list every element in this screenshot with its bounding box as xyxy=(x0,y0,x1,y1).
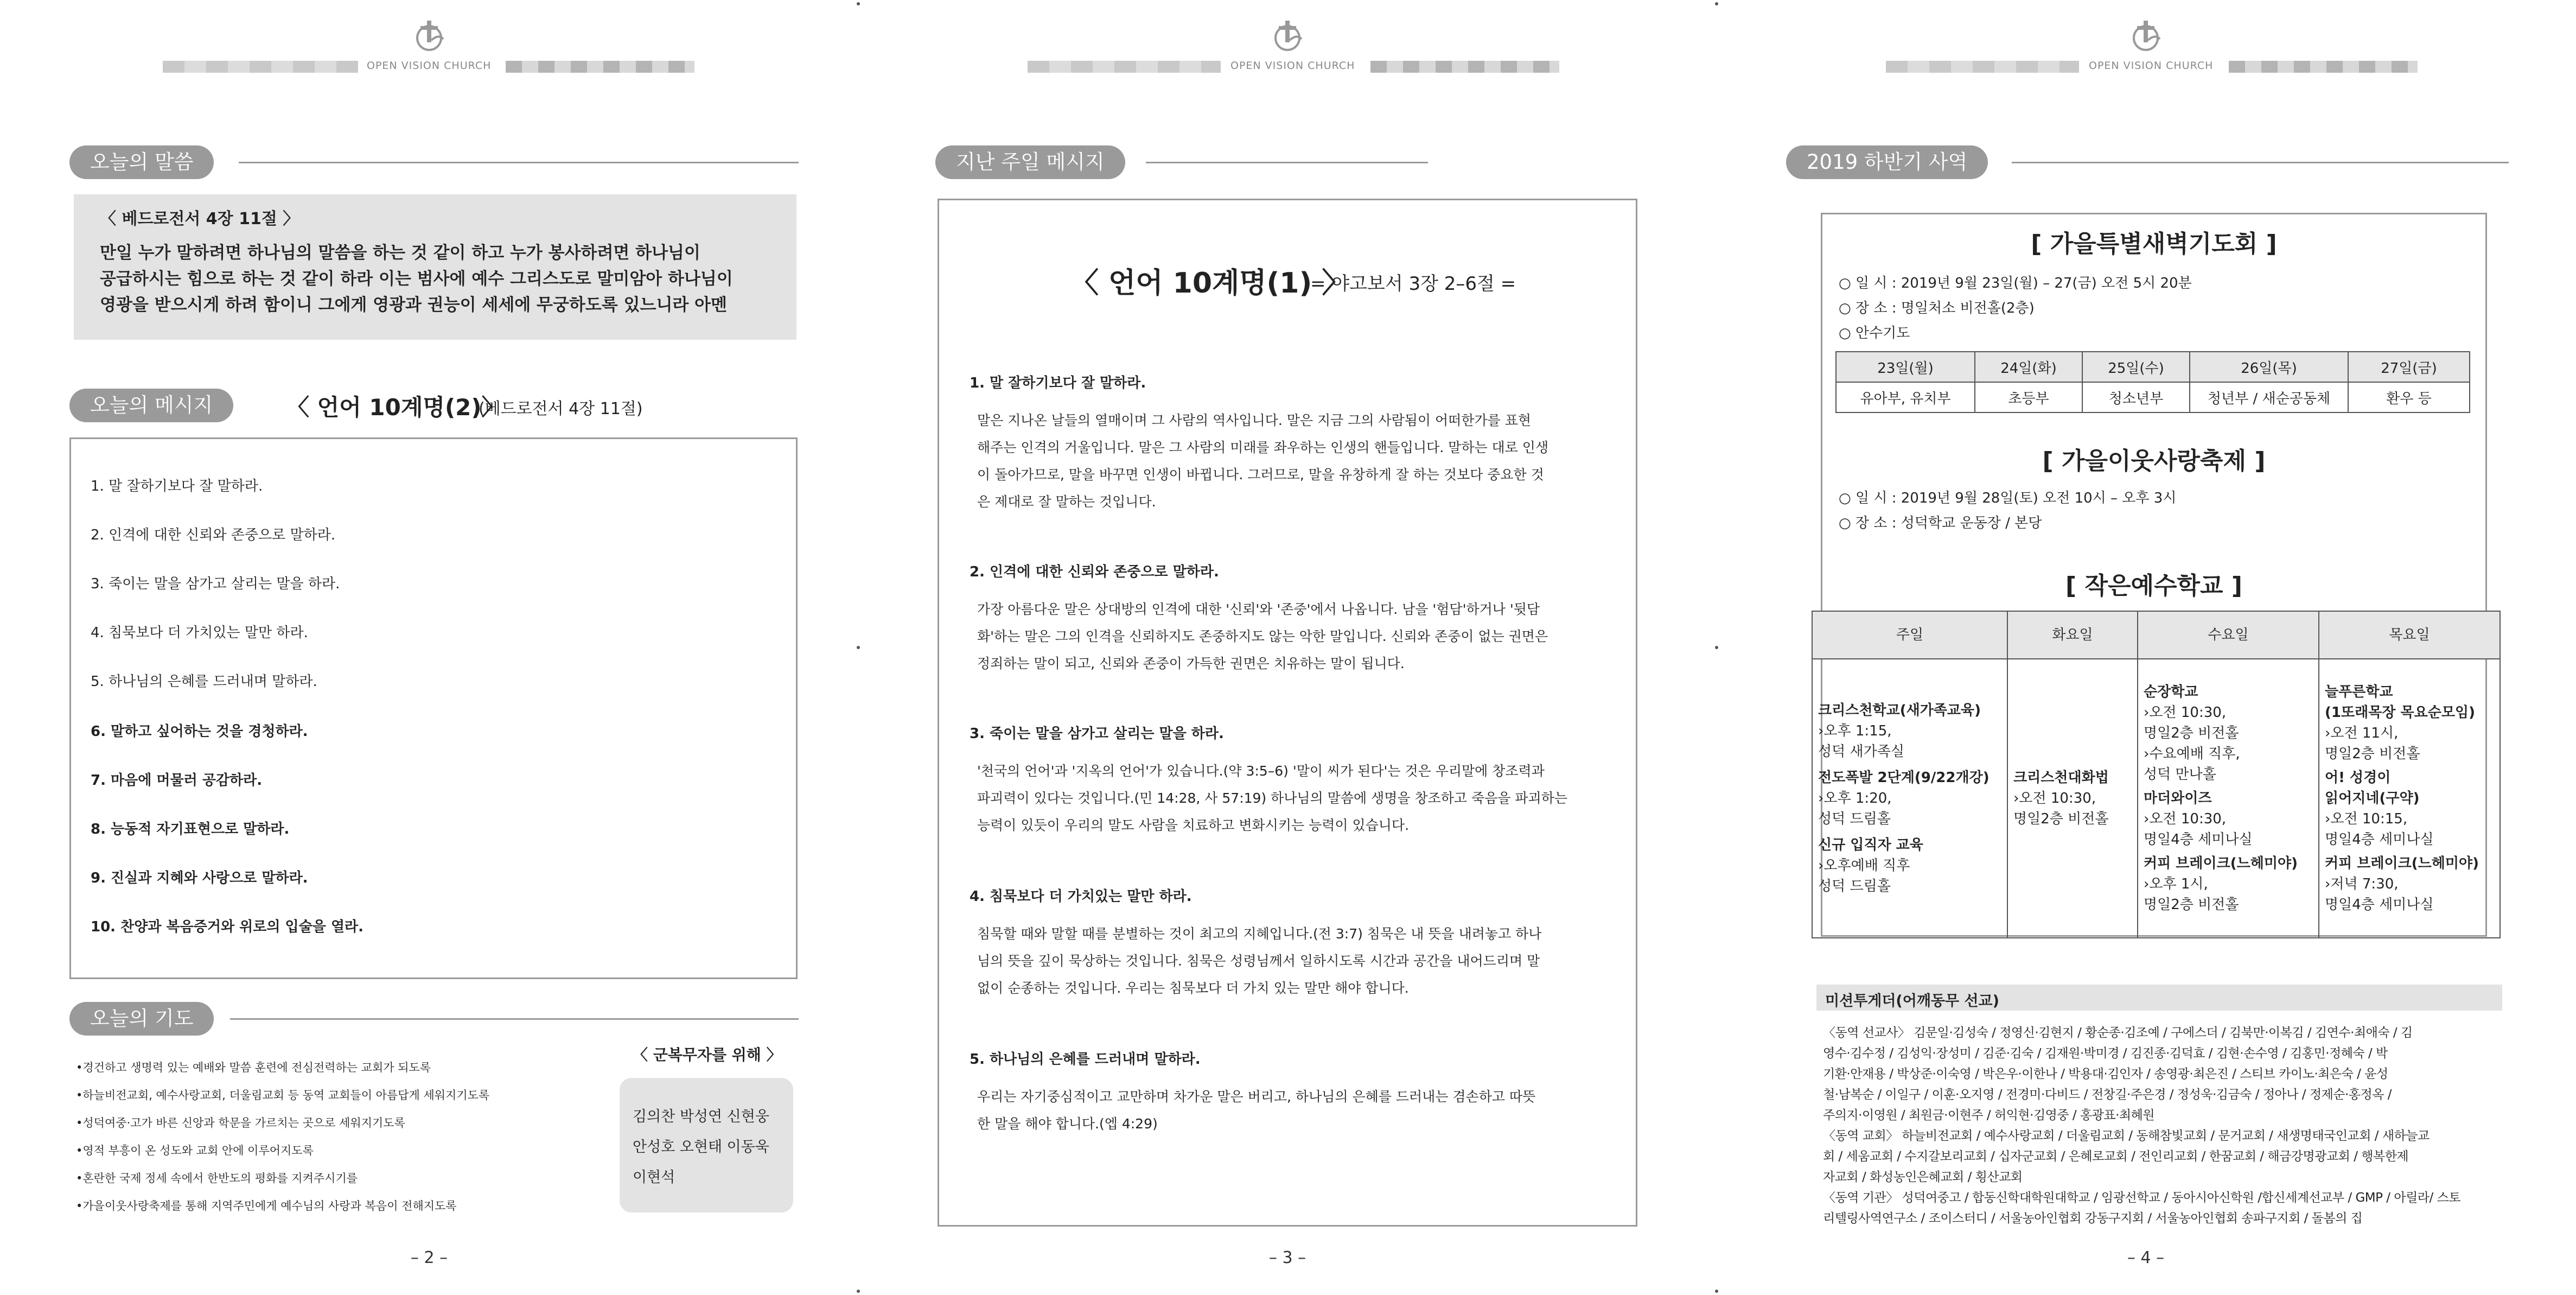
course-name: 크리스천대화법 xyxy=(2013,770,2109,786)
church-name: OPEN VISION CHURCH xyxy=(367,60,492,72)
course-detail: 명일2층 비전홀 xyxy=(2144,725,2239,741)
event-detail: ○ 일 시 : 2019년 9월 23일(월) – 27(금) 오전 5시 20분 xyxy=(1839,275,2192,291)
crop-mark xyxy=(857,1290,860,1293)
prayer-schedule-table xyxy=(1835,351,2470,413)
header-bar-right xyxy=(1370,61,1559,73)
sermon-section xyxy=(970,722,1610,839)
course-name: 전도폭발 2단계(9/22개강) xyxy=(1818,770,1990,786)
sermon-line: 님의 뜻을 깊이 묵상하는 것입니다. 침묵은 성령님께서 일하시도록 시간과 공간을 내어드리며 말 xyxy=(977,953,1540,969)
school-schedule-table xyxy=(1812,611,2501,938)
event-detail: ○ 장 소 : 명일처소 비전홀(2층) xyxy=(1839,300,2035,316)
section-divider xyxy=(2012,162,2509,163)
weekday-header: 수요일 xyxy=(2138,611,2319,659)
prayer-item: •경건하고 생명력 있는 예배와 말씀 훈련에 전심전력하는 교회가 되도록 xyxy=(76,1061,431,1074)
page-header xyxy=(0,16,858,76)
scripture-text xyxy=(100,240,733,318)
message-item: 10. 찬양과 복음증거와 위로의 입술을 열라. xyxy=(91,919,364,935)
course-name: 커피 브레이크(느헤미야) xyxy=(2325,855,2479,872)
course-detail: ›저녁 7:30, xyxy=(2325,876,2399,892)
military-names-line: 김의찬 박성연 신현웅 xyxy=(633,1108,769,1125)
page-3 xyxy=(858,0,1717,1295)
day-header: 26일(목) xyxy=(2190,352,2348,382)
header-bar-left xyxy=(163,61,358,73)
course-detail: ›오후 1:20, xyxy=(1818,790,1892,807)
tuesday-cell xyxy=(2007,659,2138,938)
course-name: (1또래목장 목요순모임) xyxy=(2325,704,2475,721)
school-title: [ 작은예수학교 ] xyxy=(2065,572,2242,600)
message-item: 5. 하나님의 은혜를 드러내며 말하라. xyxy=(91,674,317,690)
event-title: [ 가을이웃사랑축제 ] xyxy=(2042,447,2266,475)
course-detail: 명일4층 세미나실 xyxy=(2325,831,2434,848)
military-names-box xyxy=(620,1078,793,1213)
course-detail: 성덕 만나홀 xyxy=(2144,766,2216,783)
group-cell: 청년부 / 새순공동체 xyxy=(2190,382,2348,412)
header-bar-right xyxy=(506,61,694,73)
sermon-line: 없이 순종하는 것입니다. 우리는 침묵보다 더 가치 있는 말만 해야 합니다. xyxy=(977,980,1409,996)
mission-line: 회 / 세움교회 / 수지갈보리교회 / 십자군교회 / 은혜로교회 / 전인리교회 / 한꿈교회 / 해금강명광교회 / 행복한제 xyxy=(1823,1150,2409,1164)
message-item: 8. 능동적 자기표현으로 말하라. xyxy=(91,821,290,837)
scripture-line: 영광을 받으시게 하려 함이니 그에게 영광과 권능이 세세에 무궁하도록 있느니라 아멘 xyxy=(100,295,728,315)
prayer-section-title: 오늘의 기도 xyxy=(69,1002,214,1036)
course-detail: 성덕 드림홀 xyxy=(1818,811,1891,827)
group-cell: 환우 등 xyxy=(2348,382,2470,412)
mission-list xyxy=(1823,1023,2460,1229)
day-header: 23일(월) xyxy=(1836,352,1975,382)
course-detail: ›오전 11시, xyxy=(2325,725,2399,741)
crop-mark xyxy=(1715,1290,1718,1293)
day-header: 24일(화) xyxy=(1975,352,2082,382)
ministry-box xyxy=(1818,213,2487,937)
course-detail: ›오전 10:30, xyxy=(2144,811,2227,827)
mission-line: 〈동역 선교사〉 김문일·김성숙 / 정영신·김현지 / 황순종·김조예 / 구에스더 / 김북만·이복김 / 김연수·최애숙 / 김 xyxy=(1823,1026,2413,1040)
crop-mark xyxy=(1715,2,1718,5)
course-name: 읽어지네(구약) xyxy=(2325,790,2420,807)
crop-mark xyxy=(857,646,860,649)
sermon-box xyxy=(938,199,1637,1227)
course-detail: ›오후 1:15, xyxy=(1818,723,1892,739)
sermon-line: 해주는 인격의 거울입니다. 말은 그 사람의 미래를 좌우하는 인생의 핸들입니다. 말하는 대로 인생 xyxy=(977,440,1549,455)
prayer-item: •혼란한 국제 정세 속에서 한반도의 평화를 지켜주시기를 xyxy=(76,1172,358,1185)
sermon-section xyxy=(970,885,1610,1002)
message-item: 6. 말하고 싶어하는 것을 경청하라. xyxy=(91,723,308,740)
group-cell: 초등부 xyxy=(1975,382,2082,412)
message-item: 9. 진실과 지혜와 사랑으로 말하라. xyxy=(91,870,308,886)
ministry-section-title: 2019 하반기 사역 xyxy=(1786,145,1988,179)
mission-line: 기환·안재용 / 박상준·이숙영 / 박은우·이한나 / 박용대·김인자 / 송영광·최은진 / 스티브 카이노·최은숙 / 윤성 xyxy=(1823,1067,2388,1081)
header-bar-left xyxy=(1028,61,1221,73)
message-item: 2. 인격에 대한 신뢰와 존중으로 말하라. xyxy=(91,527,336,543)
sermon-line: 우리는 자기중심적이고 교만하며 차가운 말은 버리고, 하나님의 은혜를 드러내는 겸손하고 따뜻 xyxy=(977,1089,1536,1104)
sermon-heading: 2. 인격에 대한 신뢰와 존중으로 말하라. xyxy=(970,564,1219,580)
church-name: OPEN VISION CHURCH xyxy=(2089,60,2214,72)
course-detail: ›오후예배 직후 xyxy=(1818,858,1910,874)
course-detail: ›오전 10:30, xyxy=(2013,790,2096,807)
message-item: 1. 말 잘하기보다 잘 말하라. xyxy=(91,478,263,494)
course-detail: 성덕 새가족실 xyxy=(1818,744,1904,760)
mission-line: 영수·김수정 / 김성익·장성미 / 김준·김숙 / 김재원·박미경 / 김진종·김덕효 / 김현·손수영 / 김홍민·정혜숙 / 박 xyxy=(1823,1046,2388,1061)
page-number: – 3 – xyxy=(1268,1248,1306,1267)
thursday-cell xyxy=(2319,659,2500,938)
sermon-line: 정죄하는 말이 되고, 신뢰와 존중이 가득한 권면은 치유하는 말이 됩니다. xyxy=(977,656,1405,671)
message-subject: 〈 언어 10계명(2)〉 xyxy=(286,394,505,421)
military-title: 〈 군복무자를 위해 〉 xyxy=(633,1046,782,1064)
sermon-heading: 4. 침묵보다 더 가치있는 말만 하라. xyxy=(970,888,1192,905)
weekday-header: 목요일 xyxy=(2319,611,2500,659)
sermon-line: 한 말을 해야 합니다.(엡 4:29) xyxy=(977,1116,1158,1132)
section-divider xyxy=(239,162,799,163)
military-names-line: 이현석 xyxy=(633,1169,675,1186)
weekday-header: 화요일 xyxy=(2007,611,2138,659)
scripture-line: 만일 누가 말하려면 하나님의 말씀을 하는 것 같이 하고 누가 봉사하려면 하나님이 xyxy=(100,243,700,263)
military-names-line: 안성호 오현태 이동욱 xyxy=(633,1139,769,1156)
day-header: 25일(수) xyxy=(2082,352,2190,382)
sermon-line: 화'하는 말은 그의 인격을 신뢰하지도 존중하지도 않는 악한 말입니다. 신뢰와 존중이 없는 권면은 xyxy=(977,629,1548,644)
course-name: 커피 브레이크(느헤미야) xyxy=(2144,855,2298,872)
page-header xyxy=(858,16,1717,76)
sermon-line: 이 돌아가므로, 말을 바꾸면 인생이 바뀝니다. 그러므로, 말을 유창하게 잘 하는 것보다 중요한 것 xyxy=(977,467,1544,483)
page-number: – 2 – xyxy=(410,1248,448,1267)
church-logo-icon xyxy=(1268,16,1307,55)
section-divider xyxy=(230,1018,799,1020)
sermon-heading: 1. 말 잘하기보다 잘 말하라. xyxy=(970,375,1146,391)
prayer-item: •하늘비전교회, 예수사랑교회, 더울림교회 등 동역 교회들이 아름답게 세워지기도록 xyxy=(76,1089,490,1102)
event-detail: ○ 안수기도 xyxy=(1839,325,1910,341)
sermon-heading: 5. 하나님의 은혜를 드러내며 말하라. xyxy=(970,1051,1201,1068)
course-name: 크리스천학교(새가족교육) xyxy=(1818,702,1981,719)
sermon-title: 〈 언어 10계명(1) 〉 xyxy=(1070,267,1350,300)
scripture-box xyxy=(74,194,796,340)
course-detail: 성덕 드림홀 xyxy=(1818,878,1891,894)
course-detail: ›수요예배 직후, xyxy=(2144,746,2240,762)
mission-line: 〈동역 기관〉 성덕여중고 / 합동신학대학원대학교 / 임광선학교 / 동아시아신학원 /합신세계선교부 / GMP / 아릴라/ 스토 xyxy=(1823,1191,2461,1205)
event-detail: ○ 장 소 : 성덕학교 운동장 / 본당 xyxy=(1839,515,2042,531)
header-bar-left xyxy=(1886,61,2079,73)
course-name: 어! 성경이 xyxy=(2325,770,2391,786)
course-name: 마더와이즈 xyxy=(2144,790,2212,807)
church-name: OPEN VISION CHURCH xyxy=(1230,60,1355,72)
course-detail: ›오전 10:30, xyxy=(2144,704,2227,721)
message-item: 3. 죽이는 말을 삼가고 살리는 말을 하라. xyxy=(91,576,340,592)
mission-title: 미션투게더(어깨동무 선교) xyxy=(1825,993,1999,1010)
course-name: 늘푸른학교 xyxy=(2325,684,2393,700)
mission-line: 자교회 / 화성농인은혜교회 / 횡산교회 xyxy=(1823,1170,2023,1184)
prayer-item: •가을이웃사랑축제를 통해 지역주민에게 예수님의 사랑과 복음이 전해지도록 xyxy=(76,1199,457,1213)
message-item: 4. 침묵보다 더 가치있는 말만 하라. xyxy=(91,625,308,641)
sermon-reference: = 야고보서 3장 2–6절 = xyxy=(1310,273,1516,295)
mission-line: 〈동역 교회〉 하늘비전교회 / 예수사랑교회 / 더울림교회 / 동해참빛교회 / 문거교회 / 새생명태국인교회 / 새하늘교 xyxy=(1823,1129,2430,1143)
sermon-section xyxy=(970,1048,1610,1138)
page-header xyxy=(1717,16,2575,76)
sermon-line: 은 제대로 잘 말하는 것입니다. xyxy=(977,494,1156,510)
church-logo-icon xyxy=(410,16,449,55)
course-name: 신규 입직자 교육 xyxy=(1818,837,1923,853)
page-number: – 4 – xyxy=(2127,1248,2165,1267)
sermon-line: 말은 지나온 날들의 열매이며 그 사람의 역사입니다. 말은 지금 그의 사람됨이 어떠한가를 표현 xyxy=(977,412,1532,428)
mission-line: 리텔링사역연구소 / 조이스터디 / 서울농아인협회 강동구지회 / 서울농아인협회 송파구지회 / 돌봄의 집 xyxy=(1823,1211,2363,1226)
course-detail: 명일2층 비전홀 xyxy=(2013,811,2109,827)
sermon-line: 능력이 있듯이 우리의 말도 사람을 치료하고 변화시키는 능력이 있습니다. xyxy=(977,817,1410,833)
mission-line: 철·남복순 / 이일구 / 이훈·오지영 / 전경미·다비드 / 전창길·주은경 / 정성욱·김금숙 / 정아나 / 정제순·홍정옥 / xyxy=(1823,1088,2392,1102)
prayer-item: •성덕여중·고가 바른 신앙과 학문을 가르치는 곳으로 세워지기도록 xyxy=(76,1116,405,1129)
last-sermon-section-title: 지난 주일 메시지 xyxy=(935,145,1125,179)
sermon-line: 침묵할 때와 말할 때를 분별하는 것이 최고의 지혜입니다.(전 3:7) 침묵은 내 뜻을 내려놓고 하나 xyxy=(977,926,1542,942)
scripture-reference: 〈 베드로전서 4장 11절 〉 xyxy=(100,210,299,228)
course-detail: 명일4층 세미나실 xyxy=(2144,831,2253,848)
sermon-section xyxy=(970,561,1610,677)
sermon-section xyxy=(970,372,1610,516)
weekday-header: 주일 xyxy=(1812,611,2007,659)
course-detail: ›오전 10:15, xyxy=(2325,811,2408,827)
page-4 xyxy=(1717,0,2575,1295)
crop-mark xyxy=(1715,646,1718,649)
wednesday-cell xyxy=(2138,659,2319,938)
section-divider xyxy=(1146,162,1428,163)
sermon-line: 가장 아름다운 말은 상대방의 인격에 대한 '신뢰'와 '존중'에서 나옵니다. 남을 '험담'하거나 '뒷담 xyxy=(977,601,1540,617)
day-header: 27일(금) xyxy=(2348,352,2470,382)
course-name: 순장학교 xyxy=(2144,684,2198,700)
header-bar-right xyxy=(2229,61,2418,73)
mission-title-bar xyxy=(1816,985,2502,1011)
prayer-list xyxy=(76,1054,489,1220)
course-detail: 명일2층 비전홀 xyxy=(2325,746,2420,762)
message-item: 7. 마음에 머물러 공감하라. xyxy=(91,772,263,789)
sunday-cell xyxy=(1812,659,2007,938)
church-logo-icon xyxy=(2126,16,2165,55)
message-section-title: 오늘의 메시지 xyxy=(69,389,233,422)
message-reference: (베드로전서 4장 11절) xyxy=(479,399,643,418)
message-box xyxy=(69,437,798,979)
course-detail: 명일2층 비전홀 xyxy=(2144,897,2239,913)
event-title: [ 가을특별새벽기도회 ] xyxy=(2031,230,2277,258)
sermon-heading: 3. 죽이는 말을 삼가고 살리는 말을 하라. xyxy=(970,726,1224,742)
course-detail: ›오후 1시, xyxy=(2144,876,2208,892)
crop-mark xyxy=(857,2,860,5)
event-detail: ○ 일 시 : 2019년 9월 28일(토) 오전 10시 – 오후 3시 xyxy=(1839,490,2177,506)
prayer-item: •영적 부흥이 온 성도와 교회 안에 이루어지도록 xyxy=(76,1144,314,1157)
course-detail: 명일4층 세미나실 xyxy=(2325,897,2434,913)
mission-line: 주의지·이영원 / 최원금·이현주 / 허익현·김영중 / 홍광표·최혜원 xyxy=(1823,1108,2155,1122)
group-cell: 유아부, 유치부 xyxy=(1836,382,1975,412)
sermon-line: '천국의 언어'과 '지옥의 언어'가 있습니다.(약 3:5–6) '말이 씨가 된다'는 것은 우리말에 창조력과 xyxy=(977,763,1545,779)
sermon-line: 파괴력이 있다는 것입니다.(민 14:28, 사 57:19) 하나님의 말씀에 생명을 창조하고 죽음을 파괴하는 xyxy=(977,790,1568,806)
scripture-line: 공급하시는 힘으로 하는 것 같이 하라 이는 범사에 예수 그리스도로 말미암아 하나님이 xyxy=(100,269,733,289)
page-2 xyxy=(0,0,858,1295)
group-cell: 청소년부 xyxy=(2082,382,2190,412)
word-section-title: 오늘의 말씀 xyxy=(69,145,214,179)
